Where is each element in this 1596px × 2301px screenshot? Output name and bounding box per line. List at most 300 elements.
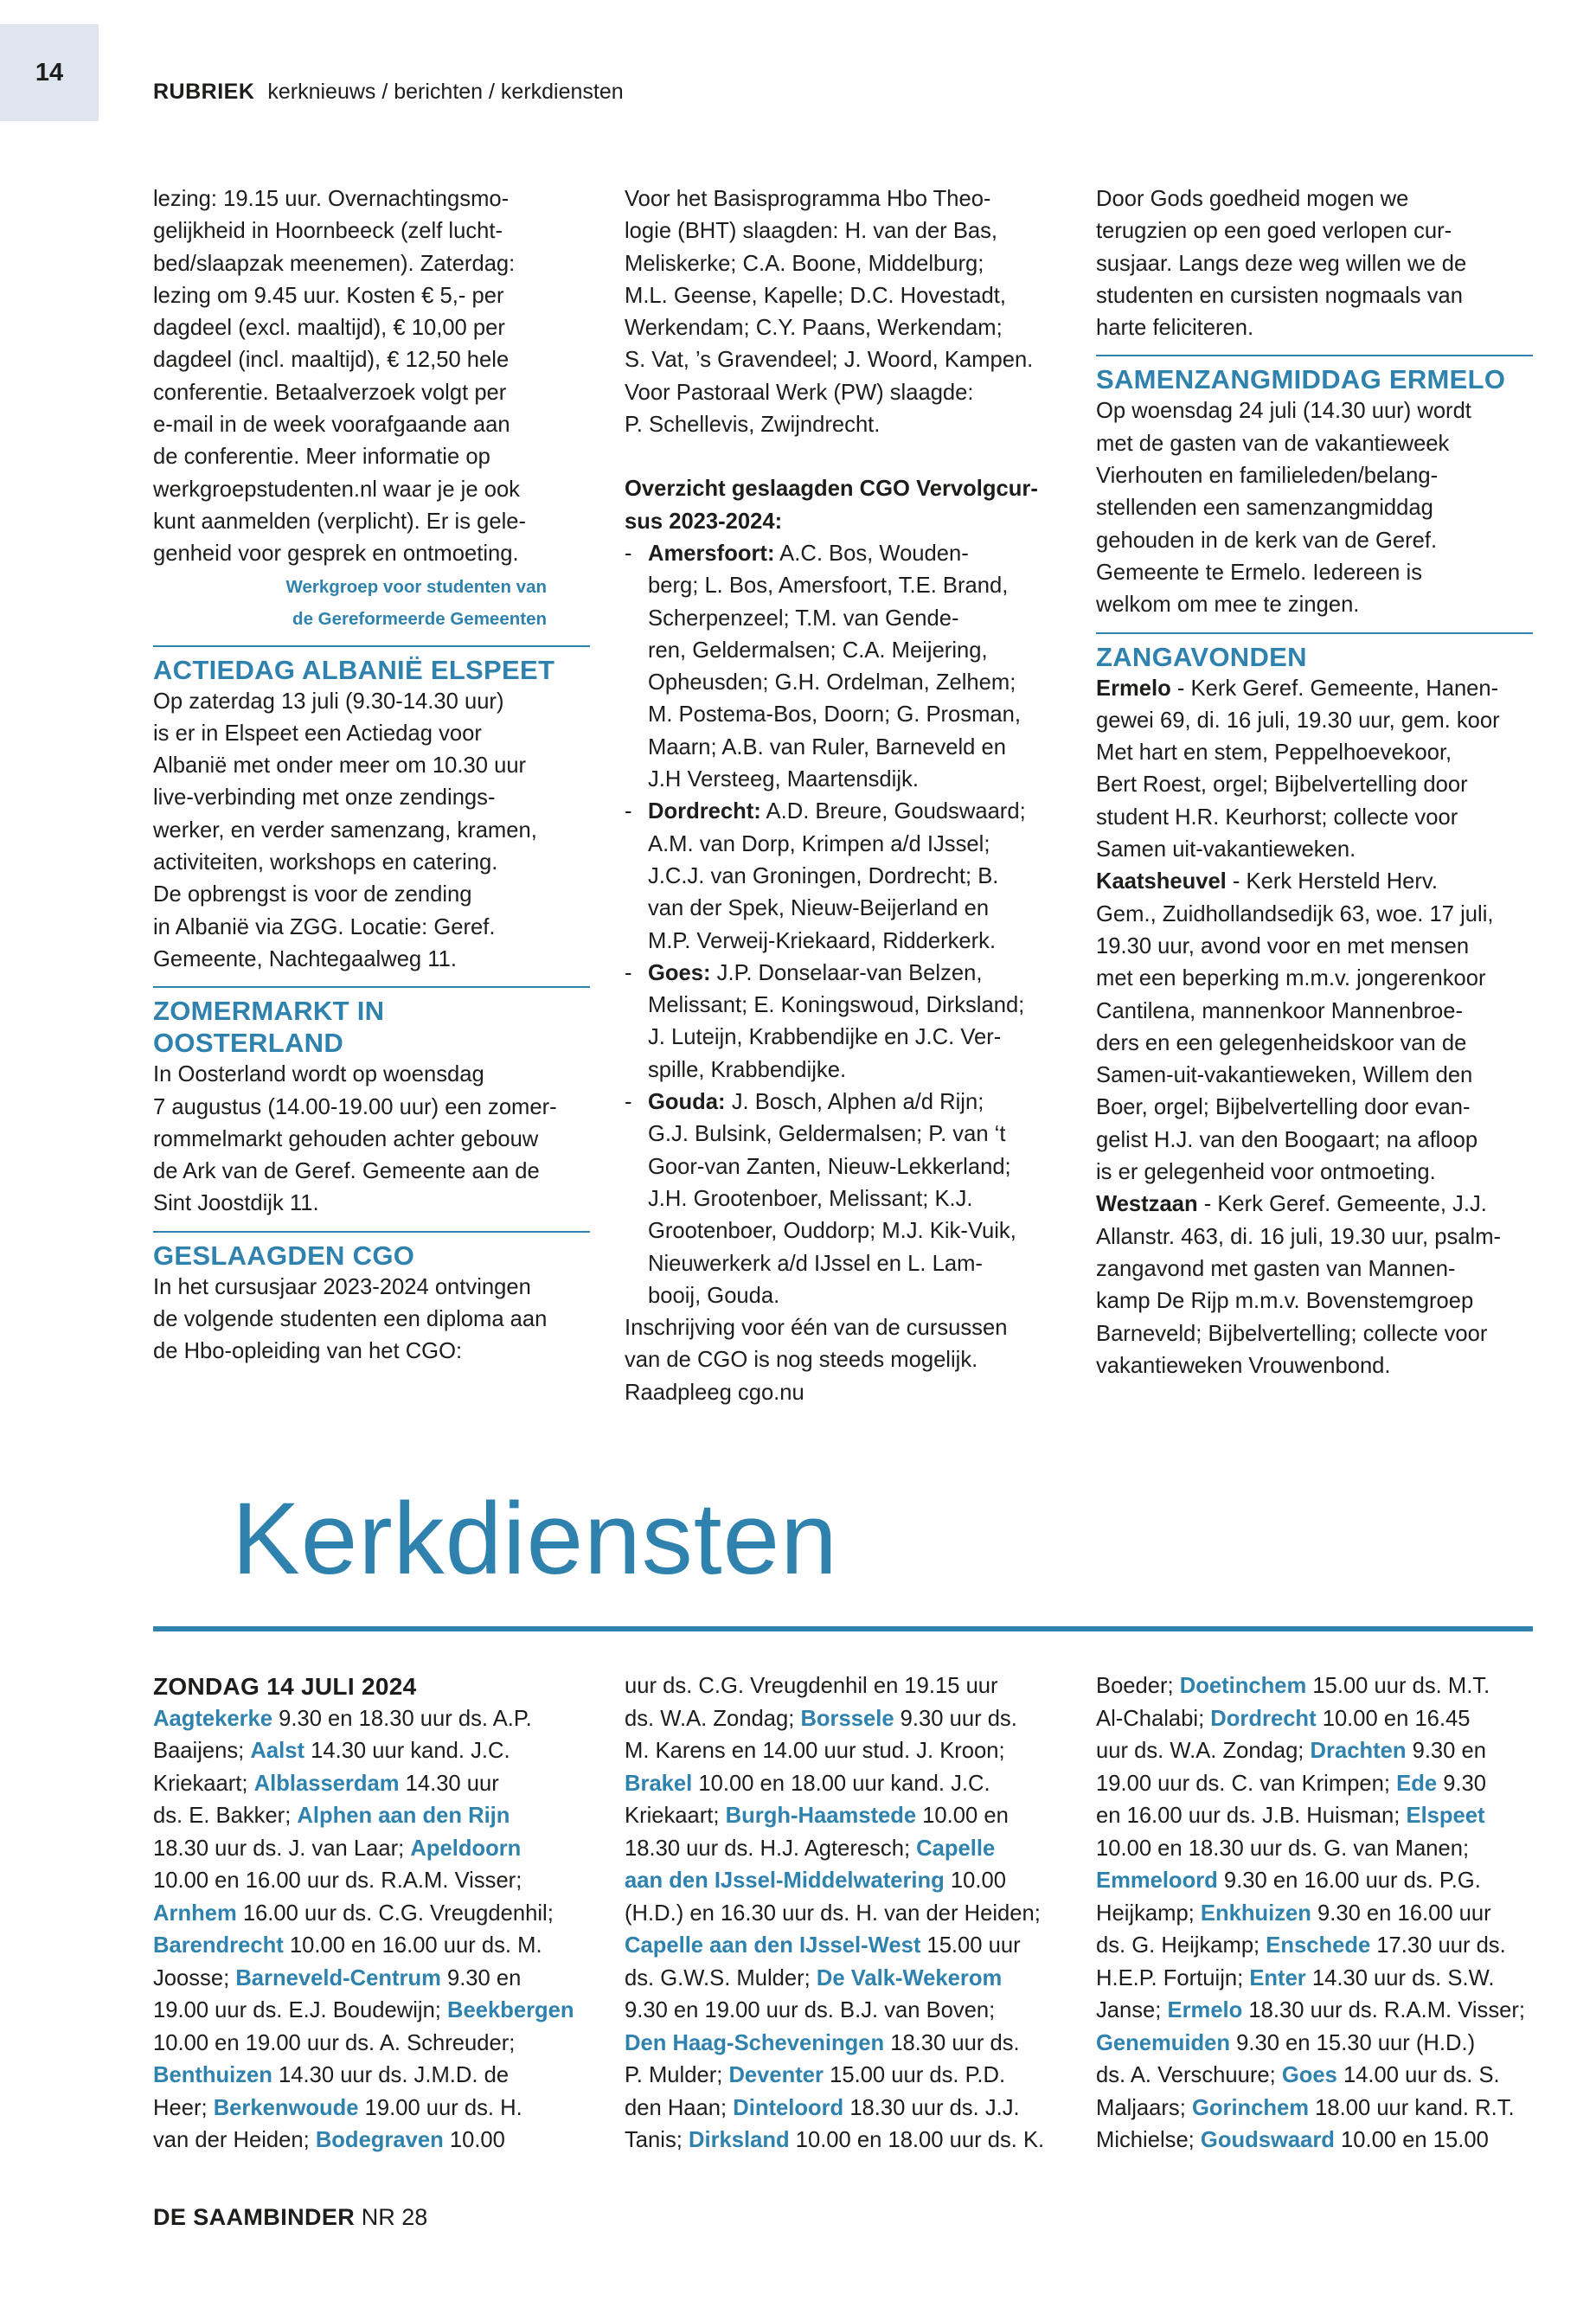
text-line: Inschrijving voor één van de cursussen [625,1316,1008,1341]
text-line: harte feliciteren. [1096,316,1254,341]
section-body [153,1059,590,1220]
services-list [153,1703,590,2157]
kerkdiensten-title: Kerkdiensten [232,1482,838,1596]
signature-line: Werkgroep voor studenten van [285,576,547,597]
text-line [1096,1285,1533,1317]
service-line [153,1833,590,1866]
text-line [648,829,1061,861]
text-line [648,635,1061,667]
place-name: Elspeet [1406,1804,1485,1828]
signature [153,571,590,635]
text-line: werker, en verder samenzang, kramen, [153,817,537,843]
service-line [625,2125,1061,2157]
place-name: Benthuizen [153,2063,272,2087]
service-text: ds. G.W.S. Mulder; [625,1965,817,1990]
article-column-1 [153,183,590,1368]
text-line: dagdeel (incl. maaltijd), € 12,50 hele [153,348,510,373]
place-name: Alphen aan den Rijn [297,1804,510,1828]
place-name: Aalst [250,1739,304,1763]
text-span: A.M. van Dorp, Krimpen a/d IJssel; [648,831,990,856]
zangavond-westzaan [1096,1189,1533,1382]
service-text: van der Heiden; [153,2128,316,2152]
heading-line: OOSTERLAND [153,1028,343,1059]
section-body [153,686,590,977]
service-line [1096,1898,1533,1931]
text-span: ren, Geldermalsen; C.A. Meijering, [648,638,988,663]
place-name: Genemuiden [1096,2030,1231,2055]
text-line [1096,1125,1533,1157]
section-body [153,1272,590,1368]
place-name: Doetinchem [1179,1674,1307,1698]
place-name: Drachten [1310,1739,1407,1763]
service-text: 10.00 en 16.45 [1316,1706,1471,1731]
service-text: 14.30 uur ds. S.W. [1305,1965,1495,1990]
service-text: ds. A. Verschuure; [1096,2063,1282,2087]
section-heading: ACTIEDAG ALBANIË ELSPEET [153,654,555,685]
text-line: activiteiten, workshops en catering. [153,850,498,875]
text-line: dagdeel (excl. maaltijd), € 10,00 per [153,316,505,341]
list-dash: - [625,799,632,824]
service-line [625,1735,1061,1768]
place-name: Borssele [800,1706,894,1731]
text-span: Nieuwerkerk a/d IJssel en L. Lam- [648,1251,983,1276]
text-line: Door Gods goedheid mogen we [1096,187,1409,211]
place-name: Dordrecht [1210,1706,1317,1731]
service-text: Kriekaart; [153,1771,254,1796]
service-line [1096,1735,1533,1768]
text-span: - Kerk Hersteld Herv. [1226,869,1438,894]
text-span: 19.30 uur, avond voor en met mensen [1096,933,1470,958]
text-span: A.C. Bos, Wouden- [774,541,969,566]
text-span: Melissant; E. Koningswoud, Dirksland; [648,993,1025,1018]
list-item [625,538,1061,796]
text-span: A.D. Breure, Goudswaard; [760,799,1026,824]
article-column-3 [1096,183,1533,1382]
place-name: Aagtekerke [153,1706,273,1731]
text-line [648,1183,1061,1215]
text-span: Maarn; A.B. van Ruler, Barneveld en [648,734,1006,760]
text-line: susjaar. Langs deze weg willen we de [1096,251,1467,276]
text-line: Gemeente, Nachtegaalweg 11. [153,946,457,971]
service-text: 9.30 en 18.30 uur ds. A.P. [272,1706,532,1731]
service-text: en 16.00 uur ds. J.B. Huisman; [1096,1804,1407,1828]
service-text: Heer; [153,2095,214,2120]
issue-number: NR 28 [361,2204,428,2230]
text-span: booij, Gouda. [648,1283,780,1308]
text-span: gewei 69, di. 16 juli, 19.30 uur, gem. koor [1096,708,1500,733]
service-text: 14.00 uur ds. S. [1336,2063,1500,2087]
location-label: Kaatsheuvel [1096,869,1227,894]
text-line: S. Vat, ’s Gravendeel; J. Woord, Kampen. [625,348,1034,373]
service-text: 9.30 uur ds. [894,1706,1017,1731]
service-text: 10.00 [944,1868,1006,1893]
text-line [1096,673,1533,705]
text-line [648,570,1061,602]
text-line [648,538,1061,570]
text-span: J.C.J. van Groningen, Dordrecht; B. [648,863,999,888]
service-text: 9.30 en 16.00 uur ds. P.G. [1217,1868,1481,1893]
place-name: Ermelo [1167,1998,1243,2022]
place-name: Dinteloord [733,2095,844,2120]
service-line [625,2028,1061,2061]
service-line [153,1995,590,2028]
text-line: e-mail in de week voorafgaande aan [153,413,510,438]
text-line: conferentie. Betaalverzoek volgt per [153,380,507,405]
place-name: aan den IJssel-Middelwatering [625,1868,945,1893]
page-number: 14 [0,24,99,121]
text-line: Op zaterdag 13 juli (9.30-14.30 uur) [153,689,504,714]
service-text: 19.00 uur ds. E.J. Boudewijn; [153,1998,448,2022]
text-line [648,1086,1061,1118]
place-name: Barendrecht [153,1933,284,1958]
text-line: lezing om 9.45 uur. Kosten € 5,- per [153,283,504,308]
text-line [648,990,1061,1022]
text-span: Barneveld; Bijbelvertelling; collecte voor [1096,1321,1488,1346]
text-line [648,1151,1061,1183]
text-line: Gemeente te Ermelo. Iedereen is [1096,560,1422,585]
service-text: den Haan; [625,2095,734,2120]
service-text: uur ds. C.G. Vreugdenhil en 19.15 uur [625,1674,998,1698]
zangavond-kaatsheuvel [1096,866,1533,1189]
text-span: Scherpenzeel; T.M. van Gende- [648,606,959,631]
section-body [625,183,1061,441]
text-span: Grootenboer, Ouddorp; M.J. Kik-Vuik, [648,1219,1016,1244]
service-text: 10.00 en 18.30 uur ds. G. van Manen; [1096,1836,1470,1861]
service-line [1096,1995,1533,2028]
text-line: de volgende studenten een diploma aan [153,1307,548,1332]
service-line [625,1865,1061,1898]
text-span: Boer, orgel; Bijbelvertelling door evan- [1096,1095,1471,1120]
text-span: gelist H.J. van den Boogaart; na afloop [1096,1127,1478,1152]
list-item [625,796,1061,957]
location-label: Ermelo [1096,676,1171,701]
service-text: 14.30 uur [399,1771,499,1796]
text-span: berg; L. Bos, Amersfoort, T.E. Brand, [648,574,1009,599]
place-name: Deventer [728,2063,824,2087]
service-text: 9.30 en [440,1965,522,1990]
service-text: 18.30 uur ds. H.J. Agteresch; [625,1836,917,1861]
section-heading [153,995,590,1059]
text-line [1096,1350,1533,1382]
service-line [1096,1670,1533,1703]
service-text: 9.30 en 16.00 uur [1311,1900,1491,1926]
text-line [1096,963,1533,995]
service-text: Al-Chalabi; [1096,1706,1211,1731]
text-span: Goor-van Zanten, Nieuw-Lekkerland; [648,1154,1011,1179]
text-line [648,926,1061,958]
service-text: Joosse; [153,1965,236,1990]
service-line [1096,1833,1533,1866]
service-line [625,1703,1061,1736]
text-line [1096,899,1533,931]
zangavond-ermelo [1096,673,1533,867]
service-text: 9.30 en 19.00 uur ds. B.J. van Boven; [625,1998,996,2022]
service-text: 9.30 en [1406,1739,1486,1763]
service-text: 17.30 uur ds. [1370,1933,1506,1958]
text-line: genheid voor gesprek en ontmoeting. [153,542,519,567]
service-text: 18.30 uur ds. J. van Laar; [153,1836,411,1861]
list-dash: - [625,1090,632,1115]
service-text: 15.00 uur ds. P.D. [824,2063,1006,2087]
text-span: Allanstr. 463, di. 16 juli, 19.30 uur, psalm- [1096,1224,1502,1249]
place-name: Arnhem [153,1900,237,1926]
text-line: In het cursusjaar 2023-2024 ontvingen [153,1274,531,1299]
text-line [1096,1221,1533,1253]
service-line [153,1930,590,1963]
text-line: de conferentie. Meer informatie op [153,445,490,470]
overzicht-heading [625,473,1061,538]
place-name: Goudswaard [1200,2128,1335,2152]
text-span: is er gelegenheid voor ontmoeting. [1096,1160,1436,1185]
service-text: 19.00 uur ds. C. van Krimpen; [1096,1771,1397,1796]
service-text: ds. E. Bakker; [153,1804,298,1828]
list-item [625,958,1061,1086]
text-line [648,699,1061,731]
text-line: kunt aanmelden (verplicht). Er is gele- [153,509,527,534]
service-text: Tanis; [625,2128,689,2152]
section-heading: ZANGAVONDEN [1096,641,1307,672]
text-span: J. Bosch, Alphen a/d Rijn; [725,1090,984,1115]
magazine-title: DE SAAMBINDER [153,2204,356,2230]
service-text: 10.00 en 16.00 uur ds. M. [283,1933,542,1958]
text-line [648,1215,1061,1247]
text-line [648,764,1061,796]
text-span: M.P. Verweij-Kriekaard, Ridderkerk. [648,928,997,953]
text-line: terugzien op een goed verlopen cur- [1096,219,1452,244]
text-line [648,1280,1061,1312]
place-name: Beekbergen [447,1998,574,2022]
text-line [648,1054,1061,1086]
text-span: M. Postema-Bos, Doorn; G. Prosman, [648,702,1021,727]
service-line [625,1898,1061,1931]
location-label: Westzaan [1096,1192,1198,1217]
place-name: Gorinchem [1191,2095,1310,2120]
service-text: 19.00 uur ds. H. [358,2095,522,2120]
section-body [1096,183,1533,344]
text-line: welkom om mee te zingen. [1096,593,1360,618]
service-text: 14.30 uur ds. J.M.D. de [272,2063,510,2087]
footer [153,2204,427,2231]
text-line [648,893,1061,925]
text-span: Samen uit-vakantieweken. [1096,837,1356,862]
service-text: 18.30 uur ds. R.A.M. Visser; [1242,1998,1526,2022]
text-span: J.H Versteeg, Maartensdijk. [648,767,919,792]
title-rule [153,1626,1533,1631]
text-span: spille, Krabbendijke. [648,1057,847,1082]
text-span: J.H. Grootenboer, Melissant; K.J. [648,1186,973,1211]
service-line [1096,1963,1533,1996]
text-line: Meliskerke; C.A. Boone, Middelburg; [625,251,984,276]
text-line: van de CGO is nog steeds mogelijk. [625,1348,978,1373]
heading-line: sus 2023-2024: [625,509,783,534]
services-list [1096,1670,1533,2157]
text-span: ders en een gelegenheidskoor van de [1096,1030,1467,1055]
service-text: 10.00 en [916,1804,1009,1828]
text-span: Cantilena, mannenkoor Mannenbroe- [1096,998,1463,1023]
text-line: logie (BHT) slaagden: H. van der Bas, [625,219,998,244]
service-line [625,1963,1061,1996]
text-line [648,958,1061,990]
text-line: In Oosterland wordt op woensdag [153,1062,484,1087]
service-text: ds. G. Heijkamp; [1096,1933,1266,1958]
text-line: P. Schellevis, Zwijndrecht. [625,413,881,438]
service-line [1096,1930,1533,1963]
service-text: 10.00 en 19.00 uur ds. A. Schreuder; [153,2030,516,2055]
signature-line: de Gereformeerde Gemeenten [292,608,547,629]
service-text: Maljaars; [1096,2095,1192,2120]
service-line [153,1898,590,1931]
place-name: Emmeloord [1096,1868,1218,1893]
text-line: Voor het Basisprogramma Hbo Theo- [625,187,991,211]
text-line [1096,769,1533,801]
section-body [625,1312,1061,1409]
service-text: Boeder; [1096,1674,1180,1698]
service-line [1096,2060,1533,2093]
text-span: met een beperking m.m.v. jongerenkoor [1096,966,1486,991]
text-span: - Kerk Geref. Gemeente, Hanen- [1170,676,1499,701]
text-line [1096,705,1533,737]
section-divider [153,645,590,647]
service-text: Michielse; [1096,2128,1201,2152]
text-line: studenten en cursisten nogmaals van [1096,283,1463,308]
service-line [625,1833,1061,1866]
service-text: 9.30 [1437,1771,1487,1796]
text-line: Vierhouten en familieleden/belang- [1096,464,1439,489]
services-column-1 [153,1670,590,2157]
text-line [1096,737,1533,769]
place-name: Enter [1249,1965,1306,1990]
text-line: lezing: 19.15 uur. Overnachtingsmo- [153,187,510,211]
text-line [1096,1092,1533,1124]
service-line [1096,1768,1533,1801]
service-text: (H.D.) en 16.30 uur ds. H. van der Heiden; [625,1900,1041,1926]
text-line: met de gasten van de vakantieweek [1096,431,1450,456]
text-line: Albanië met onder meer om 10.30 uur [153,753,527,779]
service-text: 16.00 uur ds. C.G. Vreugdenhil; [236,1900,554,1926]
service-text: H.E.P. Fortuijn; [1096,1965,1250,1990]
text-line [648,1118,1061,1150]
text-line [648,667,1061,699]
text-line [1096,1060,1533,1092]
service-line [625,1768,1061,1801]
service-date: ZONDAG 14 JULI 2024 [153,1673,417,1700]
place-name: Dirksland [688,2128,790,2152]
text-span: zangavond met gasten van Mannen- [1096,1256,1456,1281]
service-line [1096,1703,1533,1736]
place-name: Barneveld-Centrum [235,1965,441,1990]
service-text: P. Mulder; [625,2063,729,2087]
rubriek-path: kerknieuws / berichten / kerkdiensten [267,80,624,104]
article-column-2 [625,183,1061,1409]
service-line [153,2093,590,2125]
place-name: De Valk-Wekerom [816,1965,1003,1990]
text-line: de Ark van de Geref. Gemeente aan de [153,1159,540,1184]
service-line [625,1995,1061,2028]
service-text: ds. W.A. Zondag; [625,1706,801,1731]
text-span: - Kerk Geref. Gemeente, J.J. [1197,1192,1487,1217]
service-text: Heijkamp; [1096,1900,1201,1926]
rubriek-label: RUBRIEK [153,80,255,104]
text-span: vakantieweken Vrouwenbond. [1096,1353,1391,1378]
section-divider [153,986,590,988]
place-name: Ede [1396,1771,1438,1796]
service-text: Baaijens; [153,1739,251,1763]
heading-line: Overzicht geslaagden CGO Vervolgcur- [625,477,1038,502]
text-line [1096,1157,1533,1189]
text-line [1096,834,1533,866]
service-line [153,2028,590,2061]
service-line [625,1930,1061,1963]
text-line [648,1022,1061,1054]
service-line [1096,1865,1533,1898]
service-text: 10.00 en 16.00 uur ds. R.A.M. Visser; [153,1868,522,1893]
service-text: 18.30 uur ds. [884,2030,1020,2055]
text-line: De opbrengst is voor de zending [153,882,472,907]
service-line [625,2060,1061,2093]
place-name: Apeldoorn [410,1836,522,1861]
service-line [625,1800,1061,1833]
location-label: Amersfoort: [648,541,775,566]
text-line: de Hbo-opleiding van het CGO: [153,1339,463,1364]
section-divider [1096,355,1533,356]
location-label: Gouda: [648,1090,726,1115]
service-line [153,1800,590,1833]
text-span: Samen-uit-vakantieweken, Willem den [1096,1063,1473,1088]
text-line: gelijkheid in Hoornbeeck (zelf lucht- [153,219,503,244]
section-body [1096,395,1533,621]
service-line [153,1735,590,1768]
service-text: 18.00 uur kand. R.T. [1309,2095,1515,2120]
service-text: 15.00 uur ds. M.T. [1306,1674,1490,1698]
place-name: Brakel [625,1771,693,1796]
heading-line: ZOMERMARKT IN [153,996,385,1027]
place-name: Enkhuizen [1200,1900,1311,1926]
service-line [625,2093,1061,2125]
text-span: Gem., Zuidhollandsedijk 63, woe. 17 juli, [1096,901,1494,926]
text-line [648,603,1061,635]
text-span: Bert Roest, orgel; Bijbelvertelling door [1096,772,1468,798]
text-span: G.J. Bulsink, Geldermalsen; P. van ‘t [648,1122,1006,1147]
services-list [625,1670,1061,2157]
text-line: Op woensdag 24 juli (14.30 uur) wordt [1096,399,1471,424]
section-heading: GESLAAGDEN CGO [153,1240,415,1271]
service-line [1096,2125,1533,2157]
text-line: Voor Pastoraal Werk (PW) slaagde: [625,380,974,405]
text-span: Opheusden; G.H. Ordelman, Zelhem; [648,670,1016,695]
text-line [1096,996,1533,1028]
service-line [153,2060,590,2093]
service-line [153,1703,590,1736]
text-line [648,1248,1061,1280]
text-line: Werkendam; C.Y. Paans, Werkendam; [625,316,1003,341]
service-text: 15.00 uur [920,1933,1021,1958]
service-line [153,2125,590,2157]
text-line [1096,1318,1533,1350]
service-text: 10.00 en 15.00 [1334,2128,1489,2152]
service-text: 9.30 en 15.30 uur (H.D.) [1230,2030,1476,2055]
text-line [1096,931,1533,963]
place-name: Goes [1281,2063,1337,2087]
service-line [153,1768,590,1801]
service-text: 14.30 uur kand. J.C. [304,1739,510,1763]
text-line: gehouden in de kerk van de Geref. [1096,528,1438,553]
text-span: student H.R. Keurhorst; collecte voor [1096,804,1458,830]
text-span: Met hart en stem, Peppelhoevekoor, [1096,740,1452,766]
place-name: Alblasserdam [253,1771,400,1796]
service-line [1096,2028,1533,2061]
service-text: Janse; [1096,1998,1168,2022]
text-line [648,861,1061,893]
